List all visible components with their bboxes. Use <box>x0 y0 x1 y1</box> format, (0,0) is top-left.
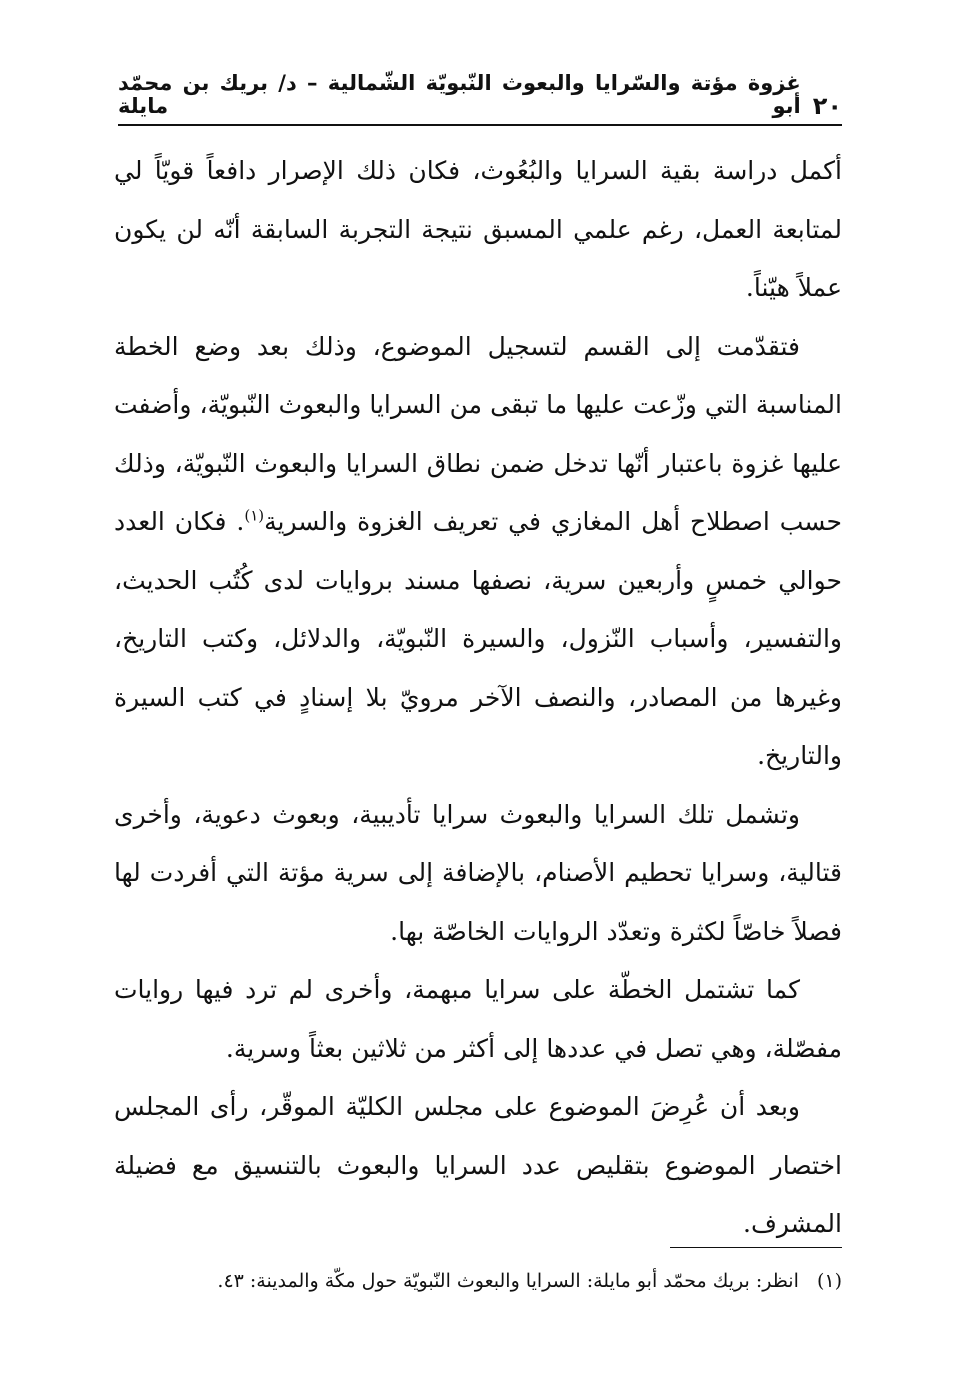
footnote-reference[interactable]: (١) <box>244 506 265 525</box>
paragraph-text: كما تشتمل الخطّة على سرايا مبهمة، وأخرى لم ترد فيها روايات مفصّلة، وهي تصل في عددها إلى أكثر من ثلاثين بعثاً وسرية. <box>114 975 842 1063</box>
footnote-number: (١) <box>816 1270 842 1292</box>
paragraph-text-continued: . فكان العدد حوالي خمسٍ وأربعين سرية، نصفها مسند بروايات لدى كُتُب الحديث، والتفسير، وأسباب النّزول، والسيرة النّبويّة، والدلائل، وكتب التاريخ، وغيرها من المصادر، والنصف الآخر مرويّ بلا إسنادٍ في كتب السيرة والتاريخ. <box>114 507 842 770</box>
footnote-separator <box>670 1247 842 1248</box>
paragraph <box>114 142 842 318</box>
paragraph <box>114 961 842 1078</box>
paragraph-text: فتقدّمت إلى القسم لتسجيل الموضوع، وذلك بعد وضع الخطة المناسبة التي وزّعت عليها ما تبقى من السرايا والبعوث النّبويّة، وأضفت عليها غزوة باعتبار أنّها تدخل ضمن نطاق السرايا والبعوث النّبويّة، وذلك حسب اصطلاح أهل المغازي في تعريف الغزوة والسرية <box>114 331 842 536</box>
paragraph <box>114 786 842 962</box>
running-header <box>118 70 842 126</box>
paragraph <box>114 318 842 786</box>
paragraph <box>114 1078 842 1254</box>
footnote <box>114 1266 842 1296</box>
running-header-title: غزوة مؤتة والسّرايا والبعوث النّبويّة الشّمالية – د/ بريك بن محمّد أبو مايلة <box>118 70 801 118</box>
paragraph-text: أكمل دراسة بقية السرايا والبُعُوث، فكان ذلك الإصرار دافعاً قويّاً لي لمتابعة العمل، رغم علمي المسبق نتيجة التجربة السابقة أنّه لن يكون عملاً هيّناً. <box>114 156 842 302</box>
page-number: ٢٠ <box>812 92 842 120</box>
paragraph-text: وتشمل تلك السرايا والبعوث سرايا تأديبية، وبعوث دعوية، وأخرى قتالية، وسرايا تحطيم الأصنام، بالإضافة إلى سرية مؤتة التي أفردت لها فصلاً خاصّاً لكثرة وتعدّد الروايات الخاصّة بها. <box>114 799 842 946</box>
body-text <box>114 142 842 1254</box>
paragraph-text: وبعد أن عُرِضَ الموضوع على مجلس الكليّة الموقّر، رأى المجلس اختصار الموضوع بتقليص عدد السرايا والبعوث بالتنسيق مع فضيلة المشرف. <box>114 1092 842 1238</box>
footnote-text: انظر: بريك محمّد أبو مايلة: السرايا والبعوث النّبويّة حول مكّة والمدينة: ٤٣. <box>217 1270 799 1292</box>
